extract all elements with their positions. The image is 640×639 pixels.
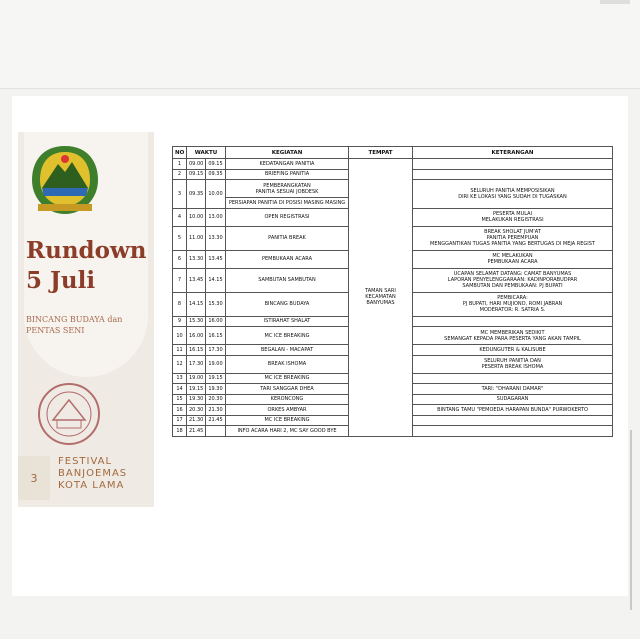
- cell-start: 16.15: [187, 345, 206, 356]
- cell-end: 14.15: [206, 268, 226, 292]
- top-mark: [600, 0, 630, 4]
- subtitle-line-1: BINCANG BUDAYA dan: [26, 315, 123, 324]
- cell-no: 11: [173, 345, 187, 356]
- cell-end: 16.00: [206, 316, 226, 327]
- festival-seal-icon: [33, 380, 105, 448]
- cell-end: 10.00: [206, 180, 226, 209]
- cell-start: 14.15: [187, 292, 206, 316]
- page-number: 3: [18, 456, 50, 500]
- cell-kegiatan: PEMBUKAAN ACARA: [226, 250, 349, 268]
- cell-start: 19.00: [187, 373, 206, 384]
- table-row: [173, 159, 613, 170]
- rundown-table: [172, 146, 613, 437]
- cell-kegiatan: KERONCONG: [226, 394, 349, 405]
- cell-start: 10.00: [187, 208, 206, 226]
- cell-keterangan: MC MELAKUKAN PEMBUKAAN ACARA: [413, 250, 613, 268]
- cell-no: 17: [173, 415, 187, 426]
- subtitle-line-2: PENTAS SENI: [26, 326, 85, 335]
- cell-no: 8: [173, 292, 187, 316]
- cell-end: 21.30: [206, 405, 226, 416]
- header-waktu: WAKTU: [187, 147, 226, 159]
- cell-no: 16: [173, 405, 187, 416]
- cell-end: 19.15: [206, 373, 226, 384]
- festival-line-3: KOTA LAMA: [58, 480, 125, 491]
- cell-start: 13.45: [187, 268, 206, 292]
- cell-end: 13.45: [206, 250, 226, 268]
- cell-start: 13.30: [187, 250, 206, 268]
- festival-name: [58, 456, 127, 492]
- cell-end: 16.15: [206, 327, 226, 345]
- header-no: NO: [173, 147, 187, 159]
- cell-keterangan: SUDAGARAN: [413, 394, 613, 405]
- cell-kegiatan: INFO ACARA HARI 2, MC SAY GOOD BYE: [226, 426, 349, 437]
- header-tempat: TEMPAT: [349, 147, 413, 159]
- cell-keterangan: SELURUH PANITIA DAN PESERTA BREAK ISHOMA: [413, 355, 613, 373]
- cell-no: 12: [173, 355, 187, 373]
- cell-no: 15: [173, 394, 187, 405]
- cell-kegiatan: PEMBERANGKATAN PANITIA SESUAI JOBDESK: [226, 180, 349, 198]
- cell-start: 11.00: [187, 226, 206, 250]
- title-line-2: 5 Juli: [26, 267, 96, 294]
- cell-keterangan: PESERTA MULAI MELAKUKAN REGISTRASI: [413, 208, 613, 226]
- cell-kegiatan: ISTIRAHAT SHALAT: [226, 316, 349, 327]
- cell-no: 6: [173, 250, 187, 268]
- cell-kegiatan: PERSIAPAN PANITIA DI POSISI MASING MASING: [226, 198, 349, 209]
- cell-keterangan: [413, 373, 613, 384]
- cell-no: 4: [173, 208, 187, 226]
- cell-kegiatan: MC ICE BREAKING: [226, 327, 349, 345]
- cell-start: 19.15: [187, 384, 206, 395]
- cell-end: 13.30: [206, 226, 226, 250]
- cell-end: 15.30: [206, 292, 226, 316]
- cell-start: 09.35: [187, 180, 206, 209]
- cell-end: 09.35: [206, 169, 226, 180]
- cell-start: 21.30: [187, 415, 206, 426]
- cell-end: 19.30: [206, 384, 226, 395]
- cell-keterangan: BREAK SHOLAT JUM'AT PANITIA PEREMPUAN MENGGANTIKAN TUGAS PANITIA YANG BERTUGAS DI MEJA REGIST: [413, 226, 613, 250]
- cell-end: 13.00: [206, 208, 226, 226]
- cell-start: 15.30: [187, 316, 206, 327]
- cell-keterangan: [413, 426, 613, 437]
- cell-no: 13: [173, 373, 187, 384]
- header-keterangan: KETERANGAN: [413, 147, 613, 159]
- cell-no: 7: [173, 268, 187, 292]
- cell-start: 16.00: [187, 327, 206, 345]
- cell-no: 18: [173, 426, 187, 437]
- cell-end: 20.30: [206, 394, 226, 405]
- page-top-strip: [0, 0, 640, 89]
- cell-keterangan: [413, 159, 613, 170]
- cell-keterangan: MC MEMBERIKAN SEDIKIT SEMANGAT KEPADA PARA PESERTA YANG AKAN TAMPIL: [413, 327, 613, 345]
- cell-no: 1: [173, 159, 187, 170]
- cell-kegiatan: MC ICE BREAKING: [226, 415, 349, 426]
- cell-kegiatan: BREAK ISHOMA: [226, 355, 349, 373]
- cell-start: 17.30: [187, 355, 206, 373]
- cell-keterangan: SELURUH PANITIA MEMPOSISIKAN DIRI KE LOKASI YANG SUDAH DI TUGASKAN: [413, 180, 613, 209]
- regency-emblem-icon: [28, 142, 102, 218]
- cell-end: [206, 426, 226, 437]
- cell-kegiatan: BINCANG BUDAYA: [226, 292, 349, 316]
- cell-kegiatan: KEDATANGAN PANITIA: [226, 159, 349, 170]
- cell-no: 3: [173, 180, 187, 209]
- cell-start: 19.30: [187, 394, 206, 405]
- cell-start: 21.45: [187, 426, 206, 437]
- cell-keterangan: UCAPAN SELAMAT DATANG: CAMAT BANYUMAS LAPORAN PENYELENGGARAAN: KADINPORABUDPAR SAMBUTAN DAN PEMBUKAAN: PJ BUPATI: [413, 268, 613, 292]
- cell-keterangan: [413, 415, 613, 426]
- cell-no: 14: [173, 384, 187, 395]
- cell-kegiatan: PANITIA BREAK: [226, 226, 349, 250]
- cell-keterangan: [413, 316, 613, 327]
- page-subtitle: [26, 314, 146, 336]
- page-title: [26, 236, 156, 296]
- cell-keterangan: KEDUNGUTER & KALISUBE: [413, 345, 613, 356]
- cell-tempat: TAMAN SARI KECAMATAN BANYUMAS: [349, 159, 413, 437]
- cell-end: 19.00: [206, 355, 226, 373]
- festival-line-2: BANJOEMAS: [58, 468, 128, 479]
- cell-keterangan: PEMBICARA: PJ BUPATI, HARI MUJIONO, ROMI JABRAN MODERATOR: R. SATRIA S.: [413, 292, 613, 316]
- title-line-1: Rundown: [26, 237, 147, 264]
- cell-end: 21.45: [206, 415, 226, 426]
- cell-kegiatan: ORKES AMBYAR: [226, 405, 349, 416]
- festival-line-1: FESTIVAL: [58, 456, 113, 467]
- cell-no: 2: [173, 169, 187, 180]
- cell-kegiatan: MC ICE BREAKING: [226, 373, 349, 384]
- cell-start: 09.15: [187, 169, 206, 180]
- cell-kegiatan: TARI SANGGAR DHEA: [226, 384, 349, 395]
- cell-keterangan: [413, 169, 613, 180]
- cell-no: 5: [173, 226, 187, 250]
- cell-kegiatan: BRIEFING PANITIA: [226, 169, 349, 180]
- cell-end: 09.15: [206, 159, 226, 170]
- header-kegiatan: KEGIATAN: [226, 147, 349, 159]
- cell-no: 9: [173, 316, 187, 327]
- cell-kegiatan: SAMBUTAN SAMBUTAN: [226, 268, 349, 292]
- scrollbar[interactable]: [630, 430, 632, 610]
- cell-keterangan: TARI: "DHARANI DAMAR": [413, 384, 613, 395]
- cell-keterangan: BINTANG TAMU "PEMOEDA HARAPAN BUNDA" PURWOKERTO: [413, 405, 613, 416]
- cell-kegiatan: BEGALAN - MACAPAT: [226, 345, 349, 356]
- cell-no: 10: [173, 327, 187, 345]
- cell-start: 09.00: [187, 159, 206, 170]
- cell-end: 17.30: [206, 345, 226, 356]
- cell-start: 20.30: [187, 405, 206, 416]
- cell-kegiatan: OPEN REGISTRASI: [226, 208, 349, 226]
